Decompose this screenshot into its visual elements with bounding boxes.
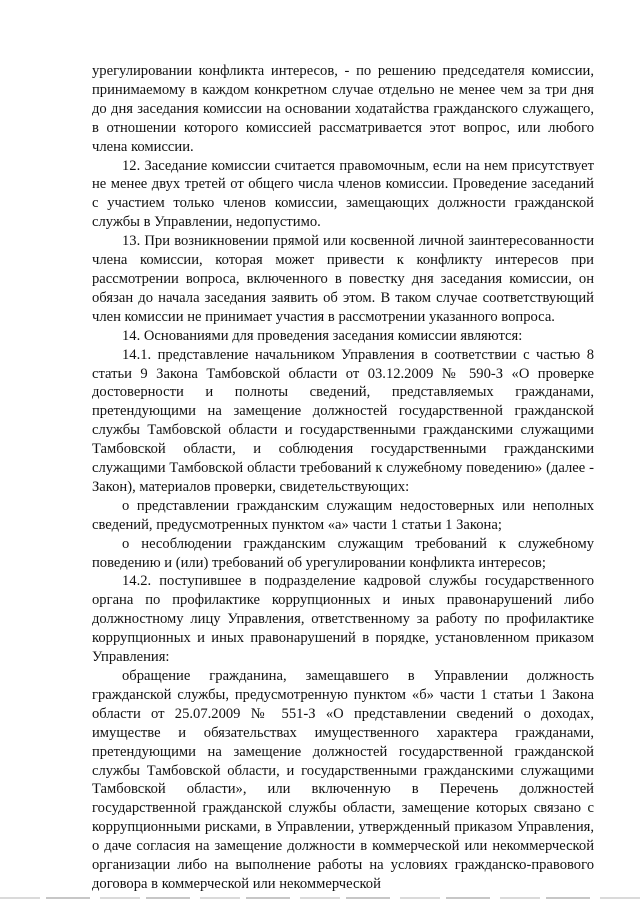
paragraph-item-13: 13. При возникновении прямой или косвенной личной заинтересованности члена комиссии, которая может привести к конфликту интересов при рассмотрении вопроса, включенного в повестку дня заседания комиссии, он обязан до начала заседания заявить об этом. В таком случае соответствующий член комиссии не принимает участия в рассмотрении указанного вопроса. <box>92 233 594 325</box>
scan-artifact-line <box>0 897 640 899</box>
paragraph-subitem-appeal: обращение гражданина, замещавшего в Управлении должность гражданской службы, предусмотренную пунктом «б» части 1 статьи 1 Закона области от 25.07.2009 № 551-З «О представлении сведений о доходах, имуществе и обязательствах имущественного характера гражданами, претендующими на замещение должностей государственной гражданской службы Тамбовской области, и государственными гражданскими служащими Тамбовской области», или включенную в Перечень должностей государственной гражданской службы области, замещение которых связано с коррупционными рисками, в Управлении, утвержденный приказом Управления, о даче согласия на замещение должности в коммерческой или некоммерческой организации либо на выполнение работы на условиях гражданско-правового договора в коммерческой или некоммерческой <box>92 668 594 892</box>
paragraph-subitem-false-info: о представлении гражданским служащим недостоверных или неполных сведений, предусмотренных пунктом «а» части 1 статьи 1 Закона; <box>92 497 594 533</box>
paragraph-subitem-non-compliance: о несоблюдении гражданским служащим требований к служебному поведению и (или) требований об урегулировании конфликта интересов; <box>92 535 594 571</box>
paragraph-continuation: урегулировании конфликта интересов, - по решению председателя комиссии, принимаемому в каждом конкретном случае отдельно не менее чем за три дня до дня заседания комиссии на основании ходатайства гражданского служащего, в отношении которого комиссией рассматривается этот вопрос, или любого члена комиссии. <box>92 63 594 155</box>
paragraph-item-14: 14. Основаниями для проведения заседания комиссии являются: <box>122 327 523 344</box>
paragraph-item-14-1: 14.1. представление начальником Управления в соответствии с частью 8 статьи 9 Закона Тамбовской области от 03.12.2009 № 590-З «О проверке достоверности и полноты сведений, представляемых гражданами, претендующими на замещение должностей государственной гражданской службы Тамбовской области и государственными гражданскими служащими Тамбовской области, и соблюдения государственными гражданскими служащими Тамбовской области требований к служебному поведению» (далее - Закон), материалов проверки, свидетельствующих: <box>92 346 594 495</box>
paragraph-item-14-2: 14.2. поступившее в подразделение кадровой службы государственного органа по профилактике коррупционных и иных правонарушений либо должностному лицу Управления, ответственному за работу по профилактике коррупционных и иных правонарушений в порядке, установленном приказом Управления: <box>92 573 594 666</box>
paragraph-item-12: 12. Заседание комиссии считается правомочным, если на нем присутствует не менее двух третей от общего числа членов комиссии. Проведение заседаний с участием только членов комиссии, замещающих должности гражданской службы в Управлении, недопустимо. <box>92 157 594 231</box>
